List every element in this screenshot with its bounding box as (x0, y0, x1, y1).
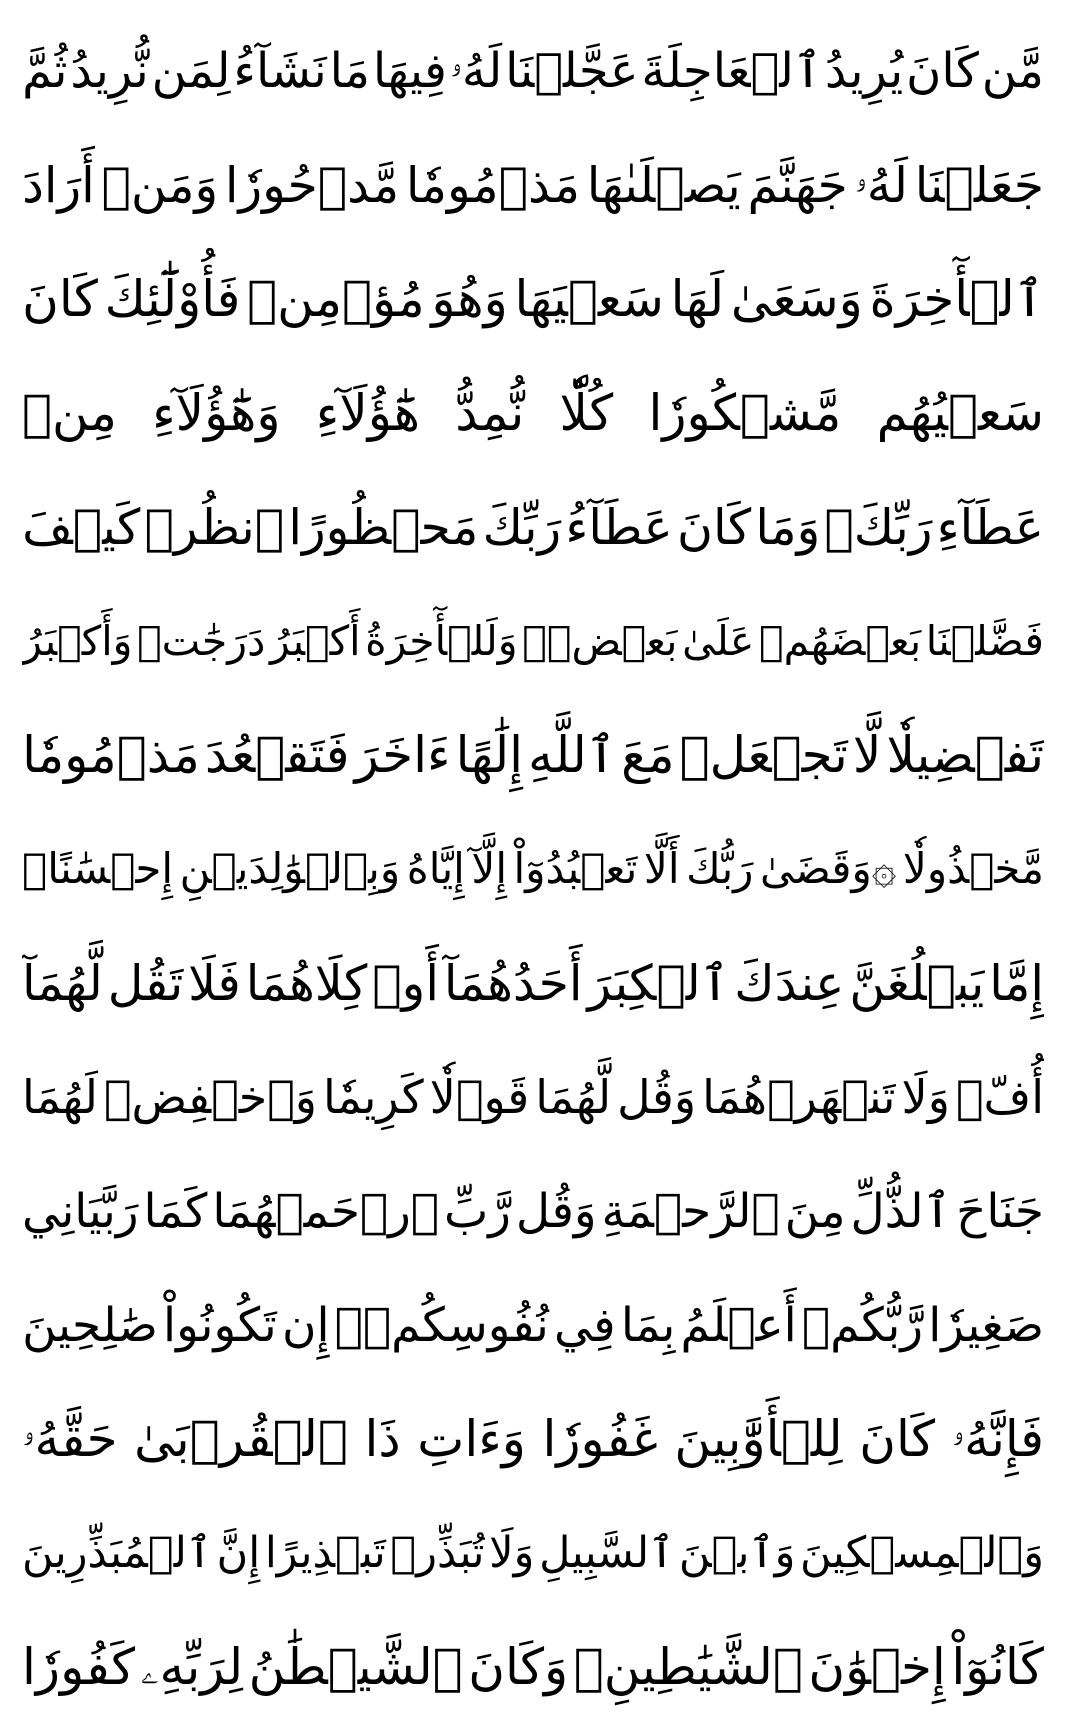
word: فَتَقۡعُدَ (204, 726, 350, 784)
word: أَعۡلَمُ (680, 1297, 797, 1353)
word: وَأَكۡبَرُ (22, 616, 133, 665)
word: مَحۡظُورًا (288, 498, 479, 556)
word: إِن (281, 1297, 330, 1353)
word: أَرَادَ (22, 156, 95, 214)
word: ثُمَّ (22, 43, 68, 99)
word: عَطَآءِ (936, 498, 1044, 556)
word: يَبۡلُغَنَّ (849, 954, 985, 1012)
text-line (22, 470, 1044, 584)
text-line (22, 1268, 1044, 1382)
word: ٱنظُرۡ (144, 498, 285, 556)
word: دَرَجَٰتٖ (137, 616, 266, 665)
word: تُبَذِّرۡ (390, 1527, 485, 1578)
word: هَٰٓؤُلَآءِ (315, 384, 420, 442)
word: كَانُوٓاْ (951, 1638, 1044, 1696)
word: أَلَّا (643, 844, 680, 893)
word: مَعَ (621, 726, 675, 784)
word: رَبَّيَانِي (22, 1183, 139, 1239)
word: فَأُوْلَٰٓئِكَ (104, 270, 241, 328)
word: وَبِٱلۡوَٰلِدَيۡنِ (179, 844, 401, 893)
word: وَٱبۡنَ (678, 1527, 796, 1578)
word: إِمَّا (989, 954, 1044, 1012)
word: سَعۡيَهَا (514, 270, 664, 328)
word: رَّبِّ (443, 1183, 511, 1239)
word: تَكُونُواْ (163, 1297, 277, 1353)
word: نُفُوسِكُمۡۚ (334, 1297, 549, 1353)
word: عِندَكَ (734, 954, 845, 1012)
word: لِمَن (151, 43, 231, 99)
text-line (22, 812, 1044, 926)
word: أُفّٖ (955, 1070, 1044, 1124)
word: ۞وَقَضَىٰ (759, 844, 897, 893)
word: لَهَا (670, 270, 725, 328)
word: قَوۡلٗا (429, 1070, 530, 1124)
word: لَهُۥ (449, 43, 503, 99)
word: ٱلسَّبِيلِ (539, 1527, 675, 1578)
word: ٱلۡعَاجِلَةَ (641, 43, 823, 99)
word: لَّهُمَا (535, 1070, 612, 1124)
word: إِيَّاهُ (406, 844, 465, 893)
text-line (22, 698, 1044, 812)
word: ءَاخَرَ (354, 726, 451, 784)
text-line (22, 1154, 1044, 1268)
word: كَمَا (143, 1183, 208, 1239)
word: مُؤۡمِنٞ (247, 270, 425, 328)
word: كِلَاهُمَا (245, 954, 368, 1012)
word: كَانَ (22, 270, 98, 328)
word: ٱلشَّيۡطَٰنُ (248, 1638, 463, 1696)
word: فَضَّلۡنَا (925, 616, 1044, 665)
word: أَكۡبَرُ (269, 616, 361, 665)
word: تَبۡذِيرًا (264, 1527, 386, 1578)
word: كَانَ (676, 498, 752, 556)
text-line (22, 1496, 1044, 1610)
text-line (22, 1610, 1044, 1724)
word: إِحۡسَٰنًاۚ (22, 844, 174, 893)
word: وَسَعَىٰ (730, 270, 863, 328)
word: إِلَّآ (471, 844, 508, 893)
word: كَانَ (906, 43, 979, 99)
word: وَكَانَ (468, 1638, 569, 1696)
text-line (22, 14, 1044, 128)
word: مَذۡمُومٗا (405, 156, 580, 214)
word: تَقُل (107, 954, 184, 1012)
word: لَّهُمَآ (22, 954, 103, 1012)
word: وَقُل (515, 1183, 597, 1239)
word: فَإِنَّهُۥ (951, 1410, 1044, 1468)
word: عَجَّلۡنَا (505, 43, 639, 99)
word: بَعۡضٖۚ (522, 616, 678, 665)
word: كَرِيمٗا (322, 1070, 424, 1124)
word: إِنَّ (216, 1527, 261, 1578)
word: وَٱخۡفِضۡ (103, 1070, 317, 1124)
word: وَٱلۡمِسۡكِينَ (800, 1527, 1044, 1578)
word: مَّخۡذُولٗا (902, 844, 1044, 893)
word: كَيۡفَ (22, 498, 141, 556)
word: سَعۡيُهُم (876, 384, 1044, 442)
text-line (22, 242, 1044, 356)
word: لَهُمَا (22, 1070, 98, 1124)
word: تَفۡضِيلٗا (886, 726, 1044, 784)
word: وَلَا (489, 1527, 535, 1578)
word: صَٰلِحِينَ (22, 1297, 158, 1353)
word: ٱلرَّحۡمَةِ (601, 1183, 780, 1239)
text-line (22, 356, 1044, 470)
word: وَهُوَ (431, 270, 508, 328)
word: ذَا (364, 1410, 401, 1468)
word: بِمَا (620, 1297, 676, 1353)
word: وَقُل (617, 1070, 697, 1124)
word: رَّبُّكُمۡ (801, 1297, 924, 1353)
word: ٱلۡكِبَرَ (587, 954, 730, 1012)
word: كُلّٗا (559, 384, 614, 442)
word: ٱلۡقُرۡبَىٰ (134, 1410, 348, 1468)
word: وَلَلۡأٓخِرَةُ (365, 616, 518, 665)
word: ٱللَّهِ (528, 726, 616, 784)
word: مَا (329, 43, 370, 99)
text-line (22, 584, 1044, 698)
word: كَانَ (859, 1410, 936, 1468)
word: نُّرِيدُ (70, 43, 149, 99)
word: وَءَاتِ (417, 1410, 526, 1468)
word: مَّن (981, 43, 1044, 99)
word: غَفُورٗا (542, 1410, 658, 1468)
word: وَهَٰٓؤُلَآءِ (152, 384, 281, 442)
word: لَهُۥ (854, 156, 908, 214)
word: نُّمِدُّ (455, 384, 525, 442)
text-line (22, 128, 1044, 242)
word: لَّا (852, 726, 882, 784)
word: عَطَآءُ (565, 498, 673, 556)
word: ٱلۡأٓخِرَةَ (869, 270, 1044, 328)
text-line (22, 1040, 1044, 1154)
word: تَنۡهَرۡهُمَا (702, 1070, 896, 1124)
word: وَلَا (901, 1070, 950, 1124)
word: وَمَا (755, 498, 821, 556)
word: يَصۡلَىٰهَا (586, 156, 741, 214)
text-line (22, 926, 1044, 1040)
word: حَقَّهُۥ (22, 1410, 118, 1468)
word: جَنَاحَ (956, 1183, 1044, 1239)
word: تَعۡبُدُوٓاْ (513, 844, 638, 893)
text-line (22, 1382, 1044, 1496)
word: مَّدۡحُورٗا (224, 156, 400, 214)
word: بَعۡضَهُمۡ (759, 616, 922, 665)
word: فِيهَا (372, 43, 447, 99)
word: جَهَنَّمَ (747, 156, 848, 214)
word: إِلَٰهًا (455, 726, 524, 784)
word: مِنَ (784, 1183, 846, 1239)
word: مِنۡ (22, 384, 117, 442)
word: ٱلشَّيَٰطِينِۖ (573, 1638, 803, 1696)
word: إِخۡوَٰنَ (808, 1638, 946, 1696)
word: رَبِّكَۚ (824, 498, 933, 556)
word: فَلَا (188, 954, 241, 1012)
word: ٱلذُّلِّ (850, 1183, 952, 1239)
word: نَشَآءُ (233, 43, 327, 99)
text-lines (22, 0, 1044, 1715)
word: ٱرۡحَمۡهُمَا (212, 1183, 440, 1239)
word: مَّشۡكُورٗا (648, 384, 842, 442)
word: أَحَدُهُمَآ (443, 954, 583, 1012)
word: عَلَىٰ (682, 616, 755, 665)
word: أَوۡ (372, 954, 439, 1012)
word: رَبِّكَ (482, 498, 562, 556)
word: صَغِيرٗا (928, 1297, 1044, 1353)
word: جَعَلۡنَا (914, 156, 1044, 214)
word: تَجۡعَلۡ (679, 726, 848, 784)
word: لِلۡأَوَّٰبِينَ (674, 1410, 843, 1468)
word: فِي (554, 1297, 616, 1353)
word: لِرَبِّهِۦ (140, 1638, 244, 1696)
word: وَمَنۡ (101, 156, 219, 214)
word: يُرِيدُ (824, 43, 904, 99)
word: مَذۡمُومٗا (22, 726, 200, 784)
word: رَبُّكَ (686, 844, 754, 893)
word: كَفُورٗا (22, 1638, 135, 1696)
word: ٱلۡمُبَذِّرِينَ (22, 1527, 212, 1578)
